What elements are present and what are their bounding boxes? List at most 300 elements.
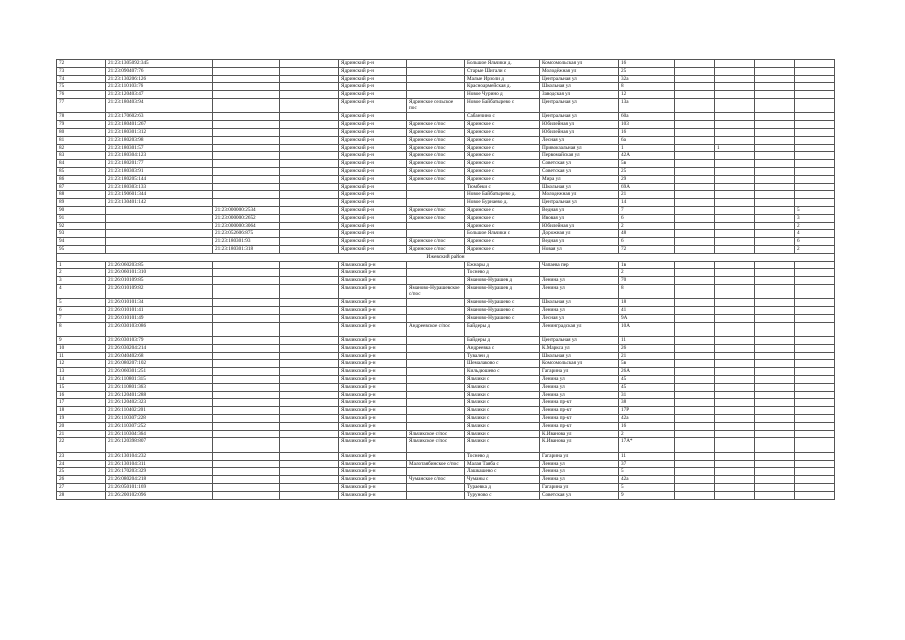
extra-b (715, 83, 755, 91)
extra-d (795, 476, 835, 484)
settlement: Ядринское с/пос (407, 128, 465, 136)
cadastral-number (106, 245, 213, 253)
extra-d (795, 399, 835, 407)
cadastral-number: 21:23:110103:76 (106, 83, 213, 91)
locality: Яльчики с (465, 415, 540, 423)
house-number: 21 (619, 352, 675, 360)
settlement: Яманово-Нурашевское с/пос (407, 284, 465, 298)
house-number: 16 (619, 60, 675, 68)
extra-b (715, 230, 755, 238)
street: Ленина ул (540, 391, 619, 399)
row-number: 13 (57, 368, 106, 376)
locality: Большое Яльчики д. (465, 60, 540, 68)
district: Яльчикский р-н (339, 322, 407, 336)
blank-cell (280, 391, 339, 399)
cadastral-number: 21:26:110307:228 (106, 415, 213, 423)
district: Яльчикский р-н (339, 438, 407, 452)
blank-cell (280, 368, 339, 376)
row-number: 4 (57, 284, 106, 298)
extra-a (675, 152, 715, 160)
blank-cell (280, 160, 339, 168)
extra-b (715, 199, 755, 207)
cadastral-number: 21:26:110801:315 (106, 376, 213, 384)
house-number: 2 (619, 430, 675, 438)
cadastral-number: 21:23:1305092:345 (106, 60, 213, 68)
extra-c (755, 183, 795, 191)
district: Ядринский р-н (339, 128, 407, 136)
extra-a (675, 277, 715, 285)
district: Ядринский р-н (339, 167, 407, 175)
row-number: 84 (57, 160, 106, 168)
extra-a (675, 222, 715, 230)
blank-cell (280, 415, 339, 423)
settlement (407, 277, 465, 285)
street: Юбилейная ул (540, 222, 619, 230)
settlement (407, 452, 465, 460)
extra-c (755, 484, 795, 492)
extra-a (675, 121, 715, 129)
cadastral-number-alt (213, 383, 280, 391)
extra-a (675, 314, 715, 322)
extra-c (755, 175, 795, 183)
locality: Тоснево д (465, 269, 540, 277)
district: Ядринский р-н (339, 113, 407, 121)
settlement: Ядринское с/пос (407, 175, 465, 183)
extra-a (675, 98, 715, 112)
extra-c (755, 160, 795, 168)
locality: Малая Таяба с (465, 460, 540, 468)
district: Яльчикский р-н (339, 360, 407, 368)
settlement (407, 67, 465, 75)
street: Дорожная ул (540, 230, 619, 238)
settlement (407, 368, 465, 376)
table-row (57, 269, 835, 277)
cadastral-number-alt (213, 152, 280, 160)
cadastral-number: 21:26:010101:34 (106, 299, 213, 307)
house-number: 72 (619, 245, 675, 253)
row-number: 11 (57, 352, 106, 360)
extra-d (795, 160, 835, 168)
district: Ядринский р-н (339, 121, 407, 129)
blank-cell (280, 175, 339, 183)
settlement (407, 75, 465, 83)
settlement (407, 83, 465, 91)
extra-c (755, 144, 795, 152)
street: Ленина ул (540, 277, 619, 285)
extra-d (795, 460, 835, 468)
house-number: 45 (619, 376, 675, 384)
blank-cell (280, 269, 339, 277)
locality: Большое Яльчики с (465, 230, 540, 238)
extra-b (715, 314, 755, 322)
cadastral-number: 21:26:110307:252 (106, 422, 213, 430)
table-row (57, 307, 835, 315)
row-number: 5 (57, 299, 106, 307)
street: Новая ул (540, 245, 619, 253)
extra-b (715, 175, 755, 183)
house-number: 6 (619, 214, 675, 222)
table-row (57, 238, 835, 246)
cadastral-number-alt (213, 144, 280, 152)
table-row (57, 160, 835, 168)
street: Лесная ул (540, 136, 619, 144)
locality: Ядринское с (465, 121, 540, 129)
street: Школьная ул (540, 352, 619, 360)
extra-d: 4 (795, 230, 835, 238)
extra-a (675, 391, 715, 399)
locality: Яманово-Нурашев д (465, 284, 540, 298)
settlement (407, 191, 465, 199)
row-number: 85 (57, 167, 106, 175)
extra-d (795, 484, 835, 492)
extra-a (675, 415, 715, 423)
extra-b (715, 430, 755, 438)
table-row (57, 136, 835, 144)
row-number: 79 (57, 121, 106, 129)
house-number: 2 (619, 269, 675, 277)
cadastral-number: 21:26:110402:201 (106, 407, 213, 415)
locality: Ядринское с (465, 167, 540, 175)
cadastral-number: 21:23:180301:312 (106, 128, 213, 136)
extra-b (715, 491, 755, 499)
table-row (57, 91, 835, 99)
street: Ленина пр-кт (540, 422, 619, 430)
district: Ядринский р-н (339, 83, 407, 91)
row-number: 78 (57, 113, 106, 121)
street: Заводская ул (540, 91, 619, 99)
district: Яльчикский р-н (339, 277, 407, 285)
settlement: Ядринское с/пос (407, 245, 465, 253)
extra-b (715, 383, 755, 391)
cadastral-number-alt (213, 261, 280, 269)
blank-cell (280, 261, 339, 269)
locality: Старые Шигали с (465, 67, 540, 75)
table-row (57, 476, 835, 484)
district: Ядринский р-н (339, 67, 407, 75)
locality: Кильдюшево с (465, 368, 540, 376)
settlement: Ядринское сельское пос (407, 98, 465, 112)
extra-a (675, 128, 715, 136)
house-number: 5в (619, 360, 675, 368)
extra-c (755, 152, 795, 160)
row-number: 89 (57, 199, 106, 207)
district: Яльчикский р-н (339, 491, 407, 499)
table-row (57, 183, 835, 191)
extra-a (675, 136, 715, 144)
extra-a (675, 383, 715, 391)
locality: Ядринское с (465, 128, 540, 136)
table-row (57, 314, 835, 322)
cadastral-number-alt: 21:23:000000:2652 (213, 214, 280, 222)
district: Яльчикский р-н (339, 415, 407, 423)
cadastral-number-alt (213, 91, 280, 99)
locality: Новое Бурнаево д. (465, 199, 540, 207)
locality: Ядринское с (465, 175, 540, 183)
extra-b (715, 307, 755, 315)
extra-c (755, 83, 795, 91)
house-number: 11 (619, 337, 675, 345)
blank-cell (280, 452, 339, 460)
blank-cell (280, 322, 339, 336)
extra-d (795, 75, 835, 83)
table-row (57, 468, 835, 476)
blank-cell (280, 399, 339, 407)
locality: Шемалаково с (465, 360, 540, 368)
registry-sheet (56, 59, 835, 500)
cadastral-number: 21:23:180303:133 (106, 183, 213, 191)
street: Ивовая ул (540, 214, 619, 222)
blank-cell (280, 83, 339, 91)
cadastral-number: 21:23:180203:98 (106, 136, 213, 144)
cadastral-number-alt (213, 191, 280, 199)
cadastral-number-alt (213, 484, 280, 492)
cadastral-number-alt (213, 415, 280, 423)
table-row (57, 376, 835, 384)
extra-a (675, 160, 715, 168)
extra-b (715, 60, 755, 68)
blank-cell (280, 476, 339, 484)
street: Ленина ул (540, 307, 619, 315)
street: К.Иванова ул (540, 430, 619, 438)
street: Ленина ул (540, 284, 619, 298)
house-number: 42А (619, 152, 675, 160)
locality: Яманово-Нурашево с (465, 314, 540, 322)
cadastral-number-alt (213, 491, 280, 499)
settlement (407, 314, 465, 322)
extra-c (755, 468, 795, 476)
extra-d (795, 284, 835, 298)
cadastral-number-alt (213, 113, 280, 121)
house-number: 25 (619, 67, 675, 75)
house-number: 7 (619, 206, 675, 214)
cadastral-number-alt (213, 75, 280, 83)
extra-b (715, 476, 755, 484)
row-number: 19 (57, 415, 106, 423)
settlement (407, 337, 465, 345)
blank-cell (280, 468, 339, 476)
cadastral-number-alt: 21:23:000000:3064 (213, 222, 280, 230)
row-number: 83 (57, 152, 106, 160)
settlement (407, 183, 465, 191)
district: Яльчикский р-н (339, 407, 407, 415)
district: Яльчикский р-н (339, 422, 407, 430)
extra-c (755, 452, 795, 460)
cadastral-number-alt (213, 183, 280, 191)
cadastral-number-alt (213, 67, 280, 75)
street: Центральная ул (540, 98, 619, 112)
row-number: 8 (57, 322, 106, 336)
row-number: 72 (57, 60, 106, 68)
house-number: 17А* (619, 438, 675, 452)
cadastral-number-alt: 21:23:180301:93 (213, 238, 280, 246)
locality: Малые Ирзоли д (465, 75, 540, 83)
blank-cell (280, 214, 339, 222)
street: Лесная ул (540, 314, 619, 322)
blank-cell (280, 113, 339, 121)
settlement: Ядринское с/пос (407, 160, 465, 168)
district: Яльчикский р-н (339, 452, 407, 460)
blank-cell (280, 299, 339, 307)
locality: Туруново с (465, 491, 540, 499)
settlement: Малотаябинское с/пос (407, 460, 465, 468)
district: Ядринский р-н (339, 175, 407, 183)
extra-b (715, 152, 755, 160)
extra-a (675, 368, 715, 376)
cadastral-number: 21:26:080204:218 (106, 476, 213, 484)
extra-d (795, 383, 835, 391)
row-number: 95 (57, 245, 106, 253)
extra-b (715, 98, 755, 112)
extra-a (675, 491, 715, 499)
street: Ленина ул (540, 383, 619, 391)
settlement (407, 230, 465, 238)
blank-cell (280, 222, 339, 230)
house-number: 9 (619, 491, 675, 499)
settlement: Чуманское с/пос (407, 476, 465, 484)
locality: Яманово-Нурашево с (465, 299, 540, 307)
locality: Ядринское с (465, 245, 540, 253)
row-number: 94 (57, 238, 106, 246)
district: Яльчикский р-н (339, 284, 407, 298)
district: Ядринский р-н (339, 199, 407, 207)
street: Ведная ул (540, 206, 619, 214)
table-row (57, 214, 835, 222)
extra-a (675, 175, 715, 183)
cadastral-number: 21:26:010109:82 (106, 284, 213, 298)
street: Гагарина ул (540, 484, 619, 492)
cadastral-number: 21:26:010101:41 (106, 307, 213, 315)
extra-c (755, 206, 795, 214)
street: Ведная ул (540, 238, 619, 246)
row-number: 3 (57, 277, 106, 285)
table-row (57, 337, 835, 345)
extra-b (715, 452, 755, 460)
locality: Яльчики с (465, 383, 540, 391)
house-number: 1 (619, 144, 675, 152)
extra-c (755, 438, 795, 452)
district: Ядринский р-н (339, 238, 407, 246)
extra-d (795, 83, 835, 91)
street: Ленина ул (540, 376, 619, 384)
extra-c (755, 269, 795, 277)
cadastral-number-alt (213, 284, 280, 298)
blank-cell (280, 128, 339, 136)
settlement (407, 222, 465, 230)
extra-d (795, 121, 835, 129)
extra-d (795, 277, 835, 285)
row-number: 75 (57, 83, 106, 91)
row-number: 16 (57, 391, 106, 399)
cadastral-number-alt (213, 83, 280, 91)
extra-b (715, 399, 755, 407)
extra-a (675, 422, 715, 430)
extra-a (675, 245, 715, 253)
locality: Тураевка д (465, 484, 540, 492)
cadastral-number-alt (213, 314, 280, 322)
blank-cell (280, 144, 339, 152)
extra-b (715, 191, 755, 199)
district: Яльчикский р-н (339, 314, 407, 322)
extra-c (755, 307, 795, 315)
extra-a (675, 307, 715, 315)
extra-a (675, 284, 715, 298)
district: Яльчикский р-н (339, 391, 407, 399)
blank-cell (280, 430, 339, 438)
extra-a (675, 214, 715, 222)
street: Гагарина ул (540, 452, 619, 460)
cadastral-number: 21:26:130104:232 (106, 452, 213, 460)
cadastral-number: 21:23:190601:344 (106, 191, 213, 199)
blank-cell (280, 422, 339, 430)
blank-cell (280, 352, 339, 360)
extra-b (715, 344, 755, 352)
house-number: 5 (619, 484, 675, 492)
house-number: 31 (619, 391, 675, 399)
extra-d (795, 191, 835, 199)
cadastral-number-alt (213, 199, 280, 207)
extra-c (755, 337, 795, 345)
cadastral-number-alt (213, 360, 280, 368)
house-number: 8 (619, 83, 675, 91)
cadastral-number: 21:26:060203:85 (106, 261, 213, 269)
locality: Тюмбеки с (465, 183, 540, 191)
district: Ядринский р-н (339, 214, 407, 222)
row-number: 74 (57, 75, 106, 83)
settlement (407, 307, 465, 315)
table-row (57, 113, 835, 121)
house-number: 17Р (619, 407, 675, 415)
extra-c (755, 352, 795, 360)
extra-c (755, 360, 795, 368)
blank-cell (280, 314, 339, 322)
district: Ядринский р-н (339, 245, 407, 253)
cadastral-number: 21:23:180201:77 (106, 160, 213, 168)
extra-d (795, 407, 835, 415)
table-row (57, 415, 835, 423)
district: Яльчикский р-н (339, 368, 407, 376)
cadastral-number: 21:23:170602:63 (106, 113, 213, 121)
blank-cell (280, 75, 339, 83)
cadastral-number: 21:26:120401:288 (106, 391, 213, 399)
street: Советская ул (540, 167, 619, 175)
cadastral-number-alt (213, 430, 280, 438)
settlement: Яльчикское с/пос (407, 430, 465, 438)
settlement (407, 91, 465, 99)
blank-cell (280, 360, 339, 368)
extra-b (715, 167, 755, 175)
district: Яльчикский р-н (339, 261, 407, 269)
extra-c (755, 322, 795, 336)
extra-a (675, 360, 715, 368)
row-number: 12 (57, 360, 106, 368)
settlement (407, 269, 465, 277)
cadastral-number-alt: 21:23:000000:2534 (213, 206, 280, 214)
cadastral-number-alt (213, 128, 280, 136)
extra-c (755, 491, 795, 499)
settlement (407, 199, 465, 207)
extra-a (675, 399, 715, 407)
extra-c (755, 391, 795, 399)
table-row (57, 175, 835, 183)
district: Ядринский р-н (339, 91, 407, 99)
cadastral-number: 21:26:010101:49 (106, 314, 213, 322)
cadastral-number (106, 230, 213, 238)
district: Ядринский р-н (339, 144, 407, 152)
cadastral-number: 21:23:180205:144 (106, 175, 213, 183)
locality: Ядринское с (465, 136, 540, 144)
house-number: 2 (619, 222, 675, 230)
house-number: 69А (619, 183, 675, 191)
